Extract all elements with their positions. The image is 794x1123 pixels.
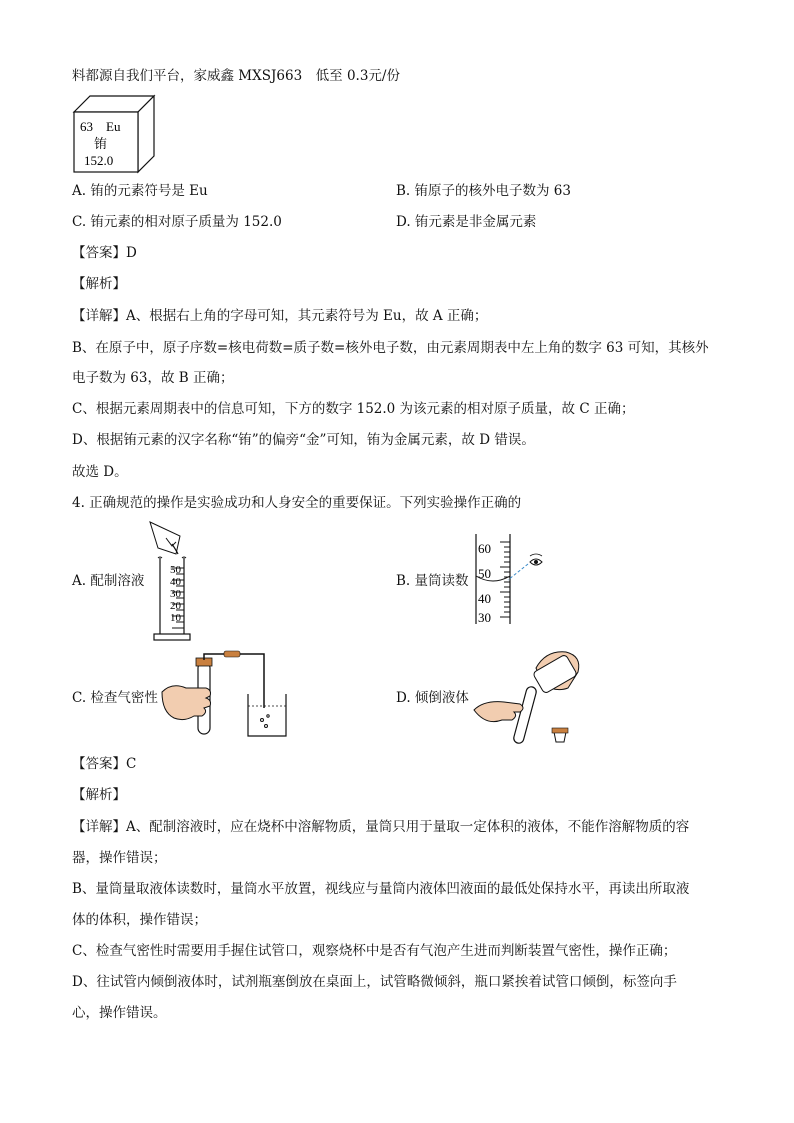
q3-option-c: C. 铕元素的相对原子质量为 152.0 [72,214,282,230]
q3-detail-3: C、根据元素周期表中的信息可知，下方的数字 152.0 为该元素的相对原子质量，故 C 正确； [72,401,635,417]
q3-answer [72,243,137,263]
figure-c-airtightness [160,650,294,742]
cyl-b-tick-50: 50 [478,566,491,581]
q3-detail-1: 【详解】A、根据右上角的字母可知，其元素符号为 Eu，故 A 正确； [72,308,488,324]
q4-detail-2a: B、量筒量取液体读数时，量筒水平放置，视线应与量筒内液体凹液面的最低处保持水平，再读出所取液 [72,881,690,897]
cyl-a-tick-10: 10 [170,612,181,624]
q3-option-b: B. 铕原子的核外电子数为 63 [396,183,571,199]
element-symbol: Eu [106,119,121,134]
cyl-b-tick-60: 60 [478,541,491,556]
q4-detail-1b: 器，操作错误； [72,850,167,866]
q4-analysis-label: 【解析】 [72,787,126,803]
element-box-figure [72,94,158,174]
cyl-b-tick-40: 40 [478,591,491,606]
cyl-a-tick-50: 50 [170,564,181,576]
q4-option-c: C. 检查气密性 [72,690,158,706]
q3-conclusion: 故选 D。 [72,464,128,480]
cyl-a-tick-30: 30 [170,588,181,600]
q3-detail-2a: B、在原子中，原子序数=核电荷数=质子数=核外电子数，由元素周期表中左上角的数字 63 可知，其核外 [72,340,709,356]
q3-option-d: D. 铕元素是非金属元素 [396,214,537,230]
figure-b-cylinder-reading [472,532,552,628]
cyl-b-tick-30: 30 [478,610,491,625]
q4-stem: 4. 正确规范的操作是实验成功和人身安全的重要保证。下列实验操作正确的 [72,495,522,511]
header-line: 料都源自我们平台，家威鑫 MXSJ663 低至 0.3元/份 [72,68,400,84]
figure-d-pouring [470,648,590,748]
q4-option-a: A. 配制溶液 [72,573,145,589]
q4-detail-4a: D、往试管内倾倒液体时，试剂瓶塞倒放在桌面上，试管略微倾斜，瓶口紧挨着试管口倾倒，标签向手 [72,974,677,990]
q4-detail-3: C、检查气密性时需要用手握住试管口，观察烧杯中是否有气泡产生进而判断装置气密性，操作正确； [72,943,677,959]
q4-detail-1a: 【详解】A、配制溶液时，应在烧杯中溶解物质，量筒只用于量取一定体积的液体，不能作溶解物质的容 [72,819,690,835]
answer-label: 【答案】 [72,245,126,261]
element-mass: 152.0 [84,153,114,168]
cyl-a-tick-40: 40 [170,576,181,588]
eye-icon [530,554,542,565]
q4-detail-4b: 心，操作错误。 [72,1005,167,1021]
figure-a-cylinder [144,518,224,644]
answer-label: 【答案】 [72,756,126,772]
q3-detail-4: D、根据铕元素的汉字名称“铕”的偏旁“金”可知，铕为金属元素，故 D 错误。 [72,432,535,448]
element-name: 铕 [94,136,108,151]
q3-analysis-label: 【解析】 [72,276,126,292]
element-number: 63 [80,119,93,134]
q4-option-d: D. 倾倒液体 [396,690,469,706]
q3-option-a: A. 铕的元素符号是 Eu [72,183,208,199]
q4-option-b: B. 量筒读数 [396,573,469,589]
q3-detail-2b: 电子数为 63，故 B 正确； [72,370,234,386]
answer-value: C [126,756,137,772]
q4-answer [72,754,136,774]
answer-value: D [126,245,137,261]
q4-detail-2b: 体的体积，操作错误； [72,912,207,928]
cyl-a-tick-20: 20 [170,600,181,612]
